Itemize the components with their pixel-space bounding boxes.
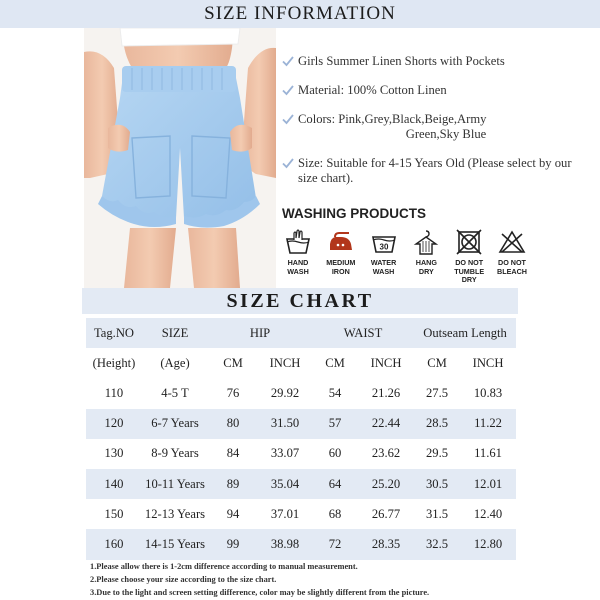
table-row bbox=[86, 499, 516, 529]
check-icon bbox=[282, 157, 294, 169]
notes bbox=[90, 560, 590, 599]
wash-item-hand-wash bbox=[280, 228, 316, 285]
water-wash-temperature: 30 bbox=[379, 242, 389, 252]
table-cell: 120 bbox=[86, 409, 142, 439]
table-cell: 11.61 bbox=[474, 446, 502, 461]
table-cell: 25.20 bbox=[358, 469, 414, 499]
wash-item-no-bleach bbox=[494, 228, 530, 285]
table-cell: 12.01 bbox=[460, 469, 516, 499]
hand-wash-icon bbox=[284, 228, 312, 256]
wash-label: DO NOT TUMBLE DRY bbox=[454, 258, 485, 284]
subheader-cell: INCH bbox=[269, 355, 301, 370]
table-cell: 12-13 Years bbox=[144, 506, 206, 521]
table-cell: 12.80 bbox=[460, 529, 516, 559]
table-cell: 4-5 T bbox=[161, 385, 189, 400]
table-cell: 23.62 bbox=[371, 446, 401, 461]
banner-title: SIZE INFORMATION bbox=[204, 3, 396, 24]
wash-label: HANG DRY bbox=[415, 258, 437, 276]
table-cell: 29.5 bbox=[426, 446, 449, 461]
note-line: 1.Please allow there is 1-2cm difference according to manual measurement. bbox=[90, 562, 358, 571]
size-chart-title: SIZE CHART bbox=[226, 289, 374, 312]
table-cell: 130 bbox=[104, 446, 124, 461]
table-cell: 32.5 bbox=[414, 529, 460, 559]
table-cell: 31.5 bbox=[426, 506, 449, 521]
table-cell: 29.92 bbox=[270, 385, 300, 400]
table-row bbox=[86, 529, 516, 559]
table-cell: 54 bbox=[328, 385, 342, 400]
table-cell: 22.44 bbox=[358, 409, 414, 439]
table-cell: 38.98 bbox=[258, 529, 312, 559]
wash-label: HAND WASH bbox=[287, 258, 309, 276]
check-icon bbox=[282, 55, 294, 67]
table-cell: 76 bbox=[226, 385, 240, 400]
shorts-model-illustration bbox=[84, 28, 276, 288]
medium-iron-icon bbox=[327, 228, 355, 256]
subheader-cell: INCH bbox=[472, 355, 504, 370]
info-item-material bbox=[282, 83, 594, 98]
note-line: 2.Please choose your size according to the size chart. bbox=[90, 575, 277, 584]
table-cell: 12.40 bbox=[473, 506, 503, 521]
no-bleach-icon bbox=[498, 228, 526, 256]
table-cell: 60 bbox=[328, 446, 342, 461]
info-text: Material: 100% Cotton Linen bbox=[298, 83, 447, 97]
subheader-cell: (Height) bbox=[92, 355, 136, 370]
table-cell: 37.01 bbox=[270, 506, 300, 521]
check-icon bbox=[282, 113, 294, 125]
table-subheader-row bbox=[86, 348, 516, 378]
table-cell: 110 bbox=[104, 385, 124, 400]
table-cell: 150 bbox=[104, 506, 124, 521]
wash-item-hang-dry bbox=[408, 228, 444, 285]
wash-label: WATER WASH bbox=[370, 258, 397, 276]
header-cell: HIP bbox=[208, 318, 312, 348]
header-cell: Tag.NO bbox=[86, 318, 142, 348]
header-cell: SIZE bbox=[142, 318, 208, 348]
info-text: Colors: Pink,Grey,Black,Beige,Army bbox=[298, 112, 487, 126]
header-cell: WAIST bbox=[312, 318, 414, 348]
info-text: Girls Summer Linen Shorts with Pockets bbox=[298, 54, 505, 68]
size-chart-banner bbox=[82, 288, 518, 314]
table-cell: 33.07 bbox=[270, 446, 300, 461]
header-cell: Outseam Length bbox=[414, 318, 516, 348]
subheader-cell: CM bbox=[325, 355, 345, 370]
table-cell: 10.83 bbox=[473, 385, 503, 400]
washing-icons-row bbox=[280, 228, 530, 285]
wash-item-medium-iron bbox=[323, 228, 359, 285]
product-info-list bbox=[282, 54, 594, 200]
info-item-title bbox=[282, 54, 594, 69]
info-text-continued: Green,Sky Blue bbox=[405, 127, 487, 141]
water-wash-30-icon bbox=[370, 228, 398, 256]
table-cell: 26.77 bbox=[371, 506, 401, 521]
table-row bbox=[86, 439, 516, 469]
wash-label: MEDIUM IRON bbox=[326, 258, 356, 276]
table-cell: 57 bbox=[312, 409, 358, 439]
table-cell: 28.35 bbox=[358, 529, 414, 559]
info-text: Size: Suitable for 4-15 Years Old (Please select by our size chart). bbox=[298, 156, 572, 185]
table-cell: 6-7 Years bbox=[142, 409, 208, 439]
washing-products-title: WASHING PRODUCTS bbox=[282, 206, 427, 221]
subheader-cell: CM bbox=[427, 355, 447, 370]
table-cell: 35.04 bbox=[258, 469, 312, 499]
table-cell: 10-11 Years bbox=[142, 469, 208, 499]
table-cell: 31.50 bbox=[258, 409, 312, 439]
table-cell: 27.5 bbox=[426, 385, 449, 400]
table-cell: 80 bbox=[208, 409, 258, 439]
wash-item-no-tumble-dry bbox=[451, 228, 487, 285]
table-cell: 72 bbox=[312, 529, 358, 559]
table-cell: 140 bbox=[86, 469, 142, 499]
table-row bbox=[86, 378, 516, 408]
subheader-cell: INCH bbox=[370, 355, 402, 370]
table-cell: 68 bbox=[328, 506, 342, 521]
product-photo bbox=[84, 28, 276, 288]
no-tumble-dry-icon bbox=[455, 228, 483, 256]
table-cell: 21.26 bbox=[371, 385, 401, 400]
table-cell: 84 bbox=[226, 446, 240, 461]
subheader-cell: (Age) bbox=[160, 355, 190, 370]
size-chart-table bbox=[86, 318, 516, 560]
subheader-cell: CM bbox=[223, 355, 243, 370]
info-item-size bbox=[282, 156, 594, 186]
check-icon bbox=[282, 84, 294, 96]
table-cell: 14-15 Years bbox=[142, 529, 208, 559]
table-cell: 30.5 bbox=[414, 469, 460, 499]
note-line: 3.Due to the light and screen setting difference, color may be slightly different from the picture. bbox=[90, 588, 430, 597]
size-information-banner bbox=[0, 0, 600, 28]
table-row bbox=[86, 409, 516, 439]
hang-dry-icon bbox=[412, 228, 440, 256]
table-cell: 28.5 bbox=[414, 409, 460, 439]
table-cell: 160 bbox=[86, 529, 142, 559]
table-cell: 99 bbox=[208, 529, 258, 559]
table-cell: 89 bbox=[208, 469, 258, 499]
wash-label: DO NOT BLEACH bbox=[497, 258, 527, 276]
wash-item-water-wash bbox=[366, 228, 402, 285]
table-header-row bbox=[86, 318, 516, 348]
table-cell: 11.22 bbox=[460, 409, 516, 439]
info-item-colors bbox=[282, 112, 594, 142]
table-row bbox=[86, 469, 516, 499]
table-cell: 8-9 Years bbox=[151, 446, 199, 461]
table-cell: 94 bbox=[226, 506, 240, 521]
table-cell: 64 bbox=[312, 469, 358, 499]
